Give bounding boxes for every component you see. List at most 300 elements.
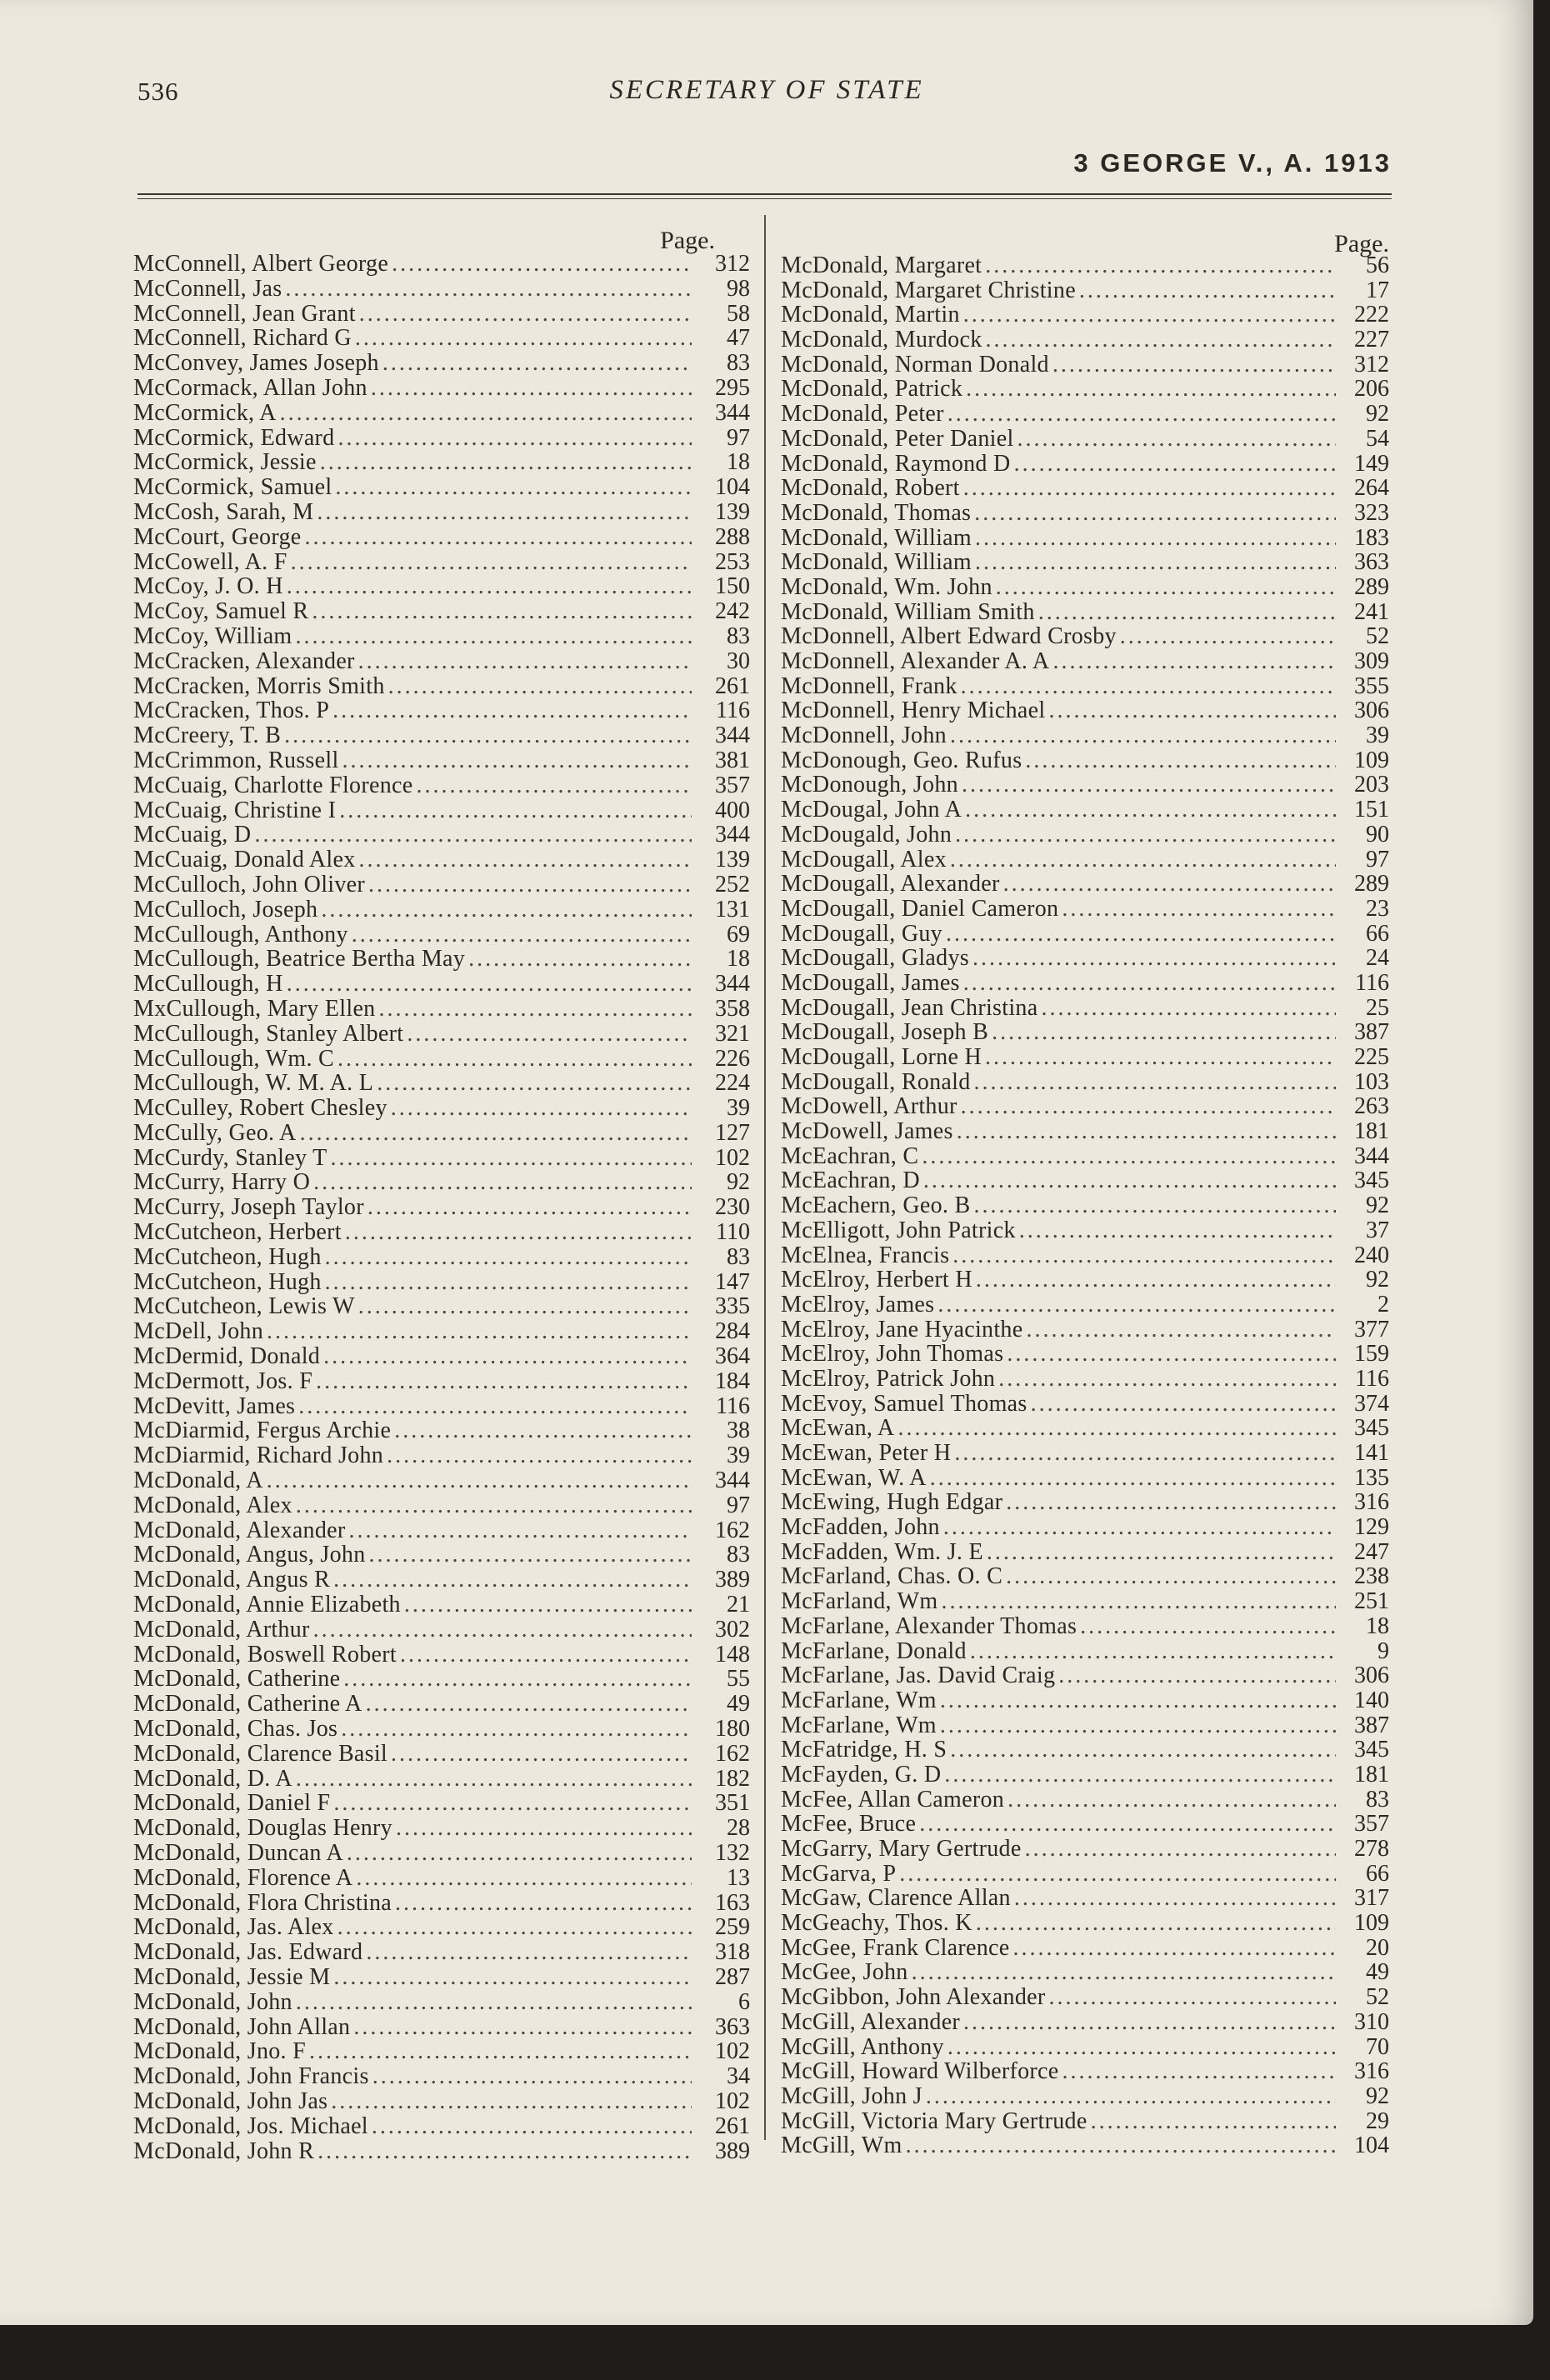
entry-name: McFadden, Wm. J. E <box>781 1539 983 1565</box>
index-entry <box>133 2089 750 2114</box>
entry-page-number: 389 <box>715 2138 750 2164</box>
index-entry <box>781 1045 1389 1070</box>
entry-page-number: 149 <box>1354 451 1389 477</box>
entry-name: McCormick, Jessie <box>133 450 317 476</box>
entry-page-number: 83 <box>1366 1787 1389 1812</box>
index-entry <box>781 2109 1389 2134</box>
entry-name: McDonald, Robert <box>781 476 960 501</box>
dot-leader <box>962 772 1336 798</box>
entry-name: McDonald, William Smith <box>781 599 1035 625</box>
index-entry <box>781 352 1389 378</box>
entry-page-number: 39 <box>727 1096 750 1121</box>
dot-leader <box>961 1094 1336 1119</box>
entry-name: McCracken, Alexander <box>133 648 355 674</box>
index-entry <box>133 1468 750 1493</box>
entry-page-number: 358 <box>715 996 750 1022</box>
dot-leader <box>941 1589 1336 1614</box>
entry-page-number: 264 <box>1354 476 1389 501</box>
index-entry <box>133 351 750 376</box>
entry-name: McDonald, Jos. Michael <box>133 2113 368 2139</box>
entry-page-number: 150 <box>715 574 750 600</box>
dot-leader <box>944 1762 1336 1788</box>
entry-name: McDonald, Chas. Jos <box>133 1717 338 1742</box>
dot-leader <box>300 1121 692 1146</box>
index-entry <box>133 376 750 401</box>
entry-page-number: 309 <box>1354 649 1389 674</box>
dot-leader <box>1120 624 1336 649</box>
entry-name: McGee, Frank Clarence <box>781 1935 1010 1961</box>
index-entry <box>133 997 750 1022</box>
dot-leader <box>1008 1788 1336 1812</box>
entry-name: McGill, Wm <box>781 2133 902 2158</box>
entry-name: McCuaig, Charlotte Florence <box>133 772 413 798</box>
index-entry <box>133 674 750 699</box>
index-entry <box>781 848 1389 872</box>
dot-leader <box>963 2010 1336 2035</box>
index-entry <box>781 1540 1389 1565</box>
dot-leader <box>359 848 692 872</box>
scan-background <box>0 2325 1550 2380</box>
index-entry <box>781 476 1389 501</box>
dot-leader <box>368 872 692 898</box>
index-entry <box>133 1816 750 1841</box>
entry-name: McConnell, Richard G <box>133 326 352 352</box>
entry-page-number: 66 <box>1366 1861 1389 1887</box>
entry-page-number: 83 <box>727 1542 750 1568</box>
dot-leader <box>1052 352 1336 378</box>
entry-name: McDonough, John <box>781 772 958 798</box>
entry-name: McGarva, P <box>781 1861 897 1887</box>
entry-page-number: 13 <box>727 1865 750 1891</box>
entry-page-number: 21 <box>727 1592 750 1618</box>
index-entry <box>133 848 750 872</box>
dot-leader <box>321 898 692 922</box>
entry-name: McDonald, Peter <box>781 402 944 427</box>
dot-leader <box>345 1220 692 1245</box>
entry-name: McDiarmid, Richard John <box>133 1443 384 1469</box>
dot-leader <box>1006 1564 1336 1589</box>
entry-page-number: 39 <box>1366 723 1389 748</box>
entry-name: McDonald, Patrick <box>781 377 963 402</box>
index-entry <box>781 1688 1389 1713</box>
index-entry <box>781 1985 1389 2010</box>
entry-page-number: 400 <box>715 798 750 823</box>
index-entry <box>133 1022 750 1047</box>
entry-name: McDonald, William <box>781 525 972 551</box>
entry-name: McCullough, H <box>133 972 283 997</box>
entry-page-number: 345 <box>1354 1738 1389 1762</box>
index-entry <box>133 1344 750 1369</box>
index-entry <box>133 723 750 748</box>
entry-name: McCutcheon, Herbert <box>133 1220 342 1245</box>
dot-leader <box>1019 1218 1336 1243</box>
dot-leader <box>976 1268 1336 1292</box>
index-entry <box>133 1245 750 1270</box>
dot-leader <box>974 1070 1336 1095</box>
entry-name: McDonald, Angus, John <box>133 1542 366 1568</box>
index-entry <box>781 575 1389 600</box>
entry-page-number: 302 <box>715 1617 750 1642</box>
dot-leader <box>943 1515 1336 1540</box>
entry-name: McConnell, Jas <box>133 276 282 302</box>
entry-name: McCoy, J. O. H <box>133 574 283 600</box>
entry-page-number: 240 <box>1354 1242 1389 1268</box>
entry-name: McCowell, A. F <box>133 549 288 575</box>
entry-page-number: 66 <box>1366 921 1389 947</box>
entry-page-number: 102 <box>715 2039 750 2065</box>
entry-name: McCulley, Robert Chesley <box>133 1096 388 1121</box>
dot-leader <box>1031 1392 1336 1417</box>
index-entry <box>133 1220 750 1245</box>
entry-name: McFarlane, Alexander Thomas <box>781 1613 1078 1639</box>
index-entry <box>781 1639 1389 1664</box>
entry-page-number: 238 <box>1354 1564 1389 1590</box>
dot-leader <box>267 1319 692 1344</box>
dot-leader <box>1007 1342 1336 1367</box>
dot-leader <box>369 1542 692 1568</box>
entry-name: McDougall, Daniel Cameron <box>781 896 1059 922</box>
entry-name: McDonald, Duncan A <box>133 1841 343 1866</box>
entry-page-number: 241 <box>1354 599 1389 625</box>
dot-leader <box>952 1243 1336 1268</box>
dot-leader <box>291 550 692 575</box>
entry-page-number: 151 <box>1354 798 1389 822</box>
dot-leader <box>331 2089 692 2114</box>
entry-page-number: 116 <box>716 698 750 724</box>
entry-page-number: 148 <box>715 1642 750 1668</box>
entry-name: McCullough, W. M. A. L <box>133 1071 374 1097</box>
entry-page-number: 140 <box>1354 1688 1389 1713</box>
entry-name: McConnell, Albert George <box>133 252 389 277</box>
entry-name: McDonald, Martin <box>781 302 960 328</box>
entry-page-number: 344 <box>715 972 750 997</box>
entry-name: McGill, Alexander <box>781 2009 961 2035</box>
entry-page-number: 52 <box>1366 1985 1389 2010</box>
entry-page-number: 28 <box>727 1816 750 1841</box>
entry-page-number: 92 <box>1366 2083 1389 2109</box>
entry-name: McDougall, Guy <box>781 921 942 947</box>
running-title: SECRETARY OF STATE <box>609 75 924 105</box>
entry-page-number: 129 <box>1354 1515 1389 1540</box>
index-entry <box>133 277 750 302</box>
entry-page-number: 25 <box>1366 995 1389 1021</box>
dot-leader <box>391 1096 692 1121</box>
entry-page-number: 247 <box>1354 1539 1389 1565</box>
entry-name: McEwan, A <box>781 1416 895 1441</box>
entry-page-number: 316 <box>1354 2059 1389 2084</box>
entry-name: McDonald, John Francis <box>133 2064 369 2089</box>
entry-name: McFarlane, Wm <box>781 1688 937 1713</box>
entry-name: McDonald, Arthur <box>133 1617 310 1642</box>
index-entry <box>133 1319 750 1344</box>
dot-leader <box>296 624 692 649</box>
entry-name: McDonald, Jas. Edward <box>133 1940 363 1965</box>
entry-page-number: 18 <box>727 450 750 476</box>
entry-name: McConnell, Jean Grant <box>133 301 356 327</box>
entry-page-number: 387 <box>1354 1712 1389 1738</box>
dot-leader <box>950 1738 1336 1762</box>
entry-page-number: 97 <box>1366 847 1389 872</box>
dot-leader <box>906 2133 1336 2158</box>
index-entry <box>781 1738 1389 1762</box>
entry-name: McGill, Victoria Mary Gertrude <box>781 2108 1088 2134</box>
entry-name: McCosh, Sarah, M <box>133 499 314 525</box>
entry-page-number: 54 <box>1366 426 1389 452</box>
dot-leader <box>985 253 1336 278</box>
entry-name: McCreery, T. B <box>133 723 282 748</box>
entry-page-number: 69 <box>727 922 750 948</box>
entry-page-number: 20 <box>1366 1935 1389 1961</box>
dot-leader <box>948 402 1336 427</box>
entry-name: McElroy, Herbert H <box>781 1268 972 1292</box>
entry-name: McGill, John J <box>781 2083 922 2109</box>
index-entry <box>781 996 1389 1021</box>
entry-page-number: 321 <box>715 1021 750 1047</box>
dot-leader <box>284 723 692 748</box>
dot-leader <box>366 1692 692 1717</box>
entry-page-number: 141 <box>1354 1441 1389 1466</box>
index-entry <box>133 1270 750 1295</box>
dot-leader <box>1038 600 1336 625</box>
index-entry <box>133 525 750 550</box>
dot-leader <box>987 1540 1336 1565</box>
dot-leader <box>940 1713 1336 1738</box>
entry-page-number: 116 <box>716 1393 750 1419</box>
dot-leader <box>972 946 1336 971</box>
entry-page-number: 132 <box>715 1841 750 1866</box>
index-entry <box>133 1071 750 1096</box>
entry-name: McDonald, Flora Christina <box>133 1890 392 1916</box>
entry-page-number: 92 <box>1366 402 1389 427</box>
index-entry <box>133 698 750 723</box>
entry-page-number: 38 <box>727 1418 750 1444</box>
dot-leader <box>267 1468 692 1493</box>
entry-page-number: 344 <box>715 723 750 748</box>
entry-page-number: 47 <box>727 326 750 352</box>
dot-leader <box>404 1592 692 1618</box>
dot-leader <box>343 1667 692 1692</box>
entry-name: McDonald, Florence A <box>133 1865 353 1891</box>
entry-name: McCuaig, Christine I <box>133 798 337 823</box>
entry-name: McDonald, D. A <box>133 1766 292 1792</box>
entry-page-number: 162 <box>715 1741 750 1767</box>
index-entry <box>781 1614 1389 1639</box>
entry-page-number: 363 <box>715 2014 750 2040</box>
entry-page-number: 163 <box>715 1890 750 1916</box>
entry-page-number: 261 <box>715 2113 750 2139</box>
entry-name: McElroy, John Thomas <box>781 1342 1004 1367</box>
index-entry <box>781 253 1389 278</box>
entry-name: McDougall, Ronald <box>781 1069 971 1095</box>
entry-page-number: 363 <box>1354 550 1389 575</box>
dot-leader <box>349 1518 692 1543</box>
entry-name: McCully, Geo. A <box>133 1120 297 1146</box>
index-entry <box>133 872 750 898</box>
entry-page-number: 183 <box>1354 525 1389 551</box>
dot-leader <box>407 1022 692 1047</box>
entry-page-number: 344 <box>715 1468 750 1493</box>
entry-page-number: 147 <box>715 1269 750 1295</box>
dot-leader <box>1018 427 1336 452</box>
entry-name: McCulloch, John Oliver <box>133 872 366 898</box>
entry-page-number: 127 <box>715 1120 750 1146</box>
dot-leader <box>1062 897 1336 922</box>
entry-name: McDonald, Jessie M <box>133 1964 331 1990</box>
entry-page-number: 90 <box>1366 822 1389 848</box>
entry-name: McFee, Allan Cameron <box>781 1787 1005 1812</box>
index-entry <box>781 1812 1389 1837</box>
entry-name: McCracken, Thos. P <box>133 698 330 724</box>
header-rule-thin <box>138 198 1392 199</box>
index-entry <box>133 649 750 674</box>
entry-name: McDonald, Alexander <box>133 1518 346 1543</box>
entry-name: McCurry, Harry O <box>133 1170 311 1196</box>
dot-leader <box>396 1816 692 1841</box>
index-entry <box>133 1965 750 1990</box>
entry-page-number: 377 <box>1354 1317 1389 1342</box>
entry-page-number: 116 <box>1355 1366 1389 1392</box>
dot-leader <box>948 2035 1336 2060</box>
index-entry <box>781 452 1389 477</box>
entry-page-number: 318 <box>715 1940 750 1965</box>
index-entry <box>133 1195 750 1220</box>
index-entry <box>133 1518 750 1543</box>
entry-name: McDonald, Daniel F <box>133 1791 331 1817</box>
index-entry <box>781 798 1389 822</box>
index-entry <box>133 252 750 277</box>
entry-name: McDougall, Gladys <box>781 946 969 971</box>
entry-name: McCullough, Stanley Albert <box>133 1021 404 1047</box>
entry-page-number: 182 <box>715 1766 750 1792</box>
dot-leader <box>898 1416 1336 1441</box>
dot-leader <box>957 1119 1336 1144</box>
left-column <box>133 227 750 2163</box>
index-entry <box>133 550 750 575</box>
index-entry <box>133 1791 750 1816</box>
dot-leader <box>899 1862 1336 1887</box>
index-entry <box>133 599 750 624</box>
entry-name: McDonough, Geo. Rufus <box>781 748 1022 773</box>
dot-leader <box>331 1146 692 1171</box>
dot-leader <box>323 1344 692 1369</box>
index-entry <box>781 1515 1389 1540</box>
entry-page-number: 110 <box>716 1220 750 1245</box>
entry-page-number: 345 <box>1354 1168 1389 1194</box>
entry-name: McDougald, John <box>781 822 952 848</box>
dot-leader <box>1014 1886 1336 1911</box>
dot-leader <box>1052 649 1336 674</box>
index-entry <box>133 1096 750 1121</box>
entry-page-number: 9 <box>1378 1638 1389 1664</box>
entry-name: McGibbon, John Alexander <box>781 1985 1046 2010</box>
index-entry <box>781 822 1389 848</box>
index-entry <box>133 1493 750 1518</box>
entry-page-number: 261 <box>715 673 750 699</box>
entry-name: McFarlane, Wm <box>781 1712 937 1738</box>
entry-page-number: 37 <box>1366 1218 1389 1243</box>
entry-page-number: 39 <box>727 1443 750 1469</box>
dot-leader <box>298 1394 692 1419</box>
right-column <box>781 230 1389 2158</box>
entry-page-number: 83 <box>727 623 750 649</box>
index-entry <box>133 1642 750 1668</box>
entry-page-number: 306 <box>1354 1663 1389 1688</box>
index-entry <box>133 1915 750 1940</box>
entry-name: McEachran, D <box>781 1168 920 1194</box>
index-entry <box>781 402 1389 427</box>
entry-page-number: 284 <box>715 1319 750 1345</box>
entry-name: McDonald, John Jas <box>133 2088 328 2114</box>
entry-name: McFatridge, H. S <box>781 1738 948 1762</box>
entry-page-number: 49 <box>1366 1960 1389 1986</box>
index-entry <box>133 2114 750 2139</box>
index-entry <box>781 723 1389 748</box>
index-entry <box>781 1094 1389 1119</box>
entry-page-number: 253 <box>715 549 750 575</box>
column-divider <box>764 215 766 2140</box>
entry-page-number: 230 <box>715 1195 750 1221</box>
dot-leader <box>387 1443 692 1468</box>
index-entry <box>781 2035 1389 2060</box>
dot-leader <box>333 1791 692 1816</box>
page-column-heading: Page. <box>660 227 715 254</box>
index-entry <box>781 427 1389 452</box>
entry-name: McDonnell, Albert Edward Crosby <box>781 624 1117 649</box>
dot-leader <box>955 822 1336 848</box>
entry-page-number: 259 <box>715 1915 750 1941</box>
index-entry <box>781 1762 1389 1788</box>
entry-page-number: 139 <box>715 848 750 872</box>
entry-page-number: 29 <box>1366 2108 1389 2134</box>
entry-name: McGill, Howard Wilberforce <box>781 2059 1059 2084</box>
dot-leader <box>400 1642 692 1668</box>
entry-page-number: 30 <box>727 648 750 674</box>
header-rule <box>138 193 1392 195</box>
dot-leader <box>922 1144 1336 1169</box>
index-entry <box>781 302 1389 328</box>
entry-page-number: 357 <box>1354 1812 1389 1837</box>
entry-name: McDell, John <box>133 1319 264 1345</box>
entry-name: McFarlane, Jas. David Craig <box>781 1663 1056 1688</box>
dot-leader <box>416 773 692 798</box>
entry-page-number: 181 <box>1354 1762 1389 1788</box>
dot-leader <box>946 922 1336 947</box>
entry-page-number: 102 <box>715 2088 750 2114</box>
index-entry <box>133 947 750 972</box>
entry-name: McCormick, Samuel <box>133 475 332 500</box>
entry-name: McFayden, G. D <box>781 1762 942 1788</box>
index-entry <box>781 1168 1389 1193</box>
entry-page-number: 374 <box>1354 1391 1389 1417</box>
dot-leader <box>287 972 692 997</box>
entry-page-number: 225 <box>1354 1045 1389 1070</box>
dot-leader <box>985 1045 1336 1070</box>
index-entry <box>781 674 1389 699</box>
entry-name: McEwan, Peter H <box>781 1441 952 1466</box>
entry-name: McCutcheon, Hugh <box>133 1269 322 1295</box>
entry-page-number: 109 <box>1354 1911 1389 1936</box>
entry-page-number: 206 <box>1354 377 1389 402</box>
index-entry <box>133 500 750 525</box>
index-entry <box>781 897 1389 922</box>
entry-page-number: 289 <box>1354 574 1389 600</box>
entry-page-number: 312 <box>715 252 750 277</box>
entry-name: McDougall, Jean Christina <box>781 995 1038 1021</box>
entry-name: McDonald, Annie Elizabeth <box>133 1592 401 1618</box>
index-entry <box>781 501 1389 526</box>
dot-leader <box>1006 1490 1336 1515</box>
index-entry <box>133 574 750 599</box>
